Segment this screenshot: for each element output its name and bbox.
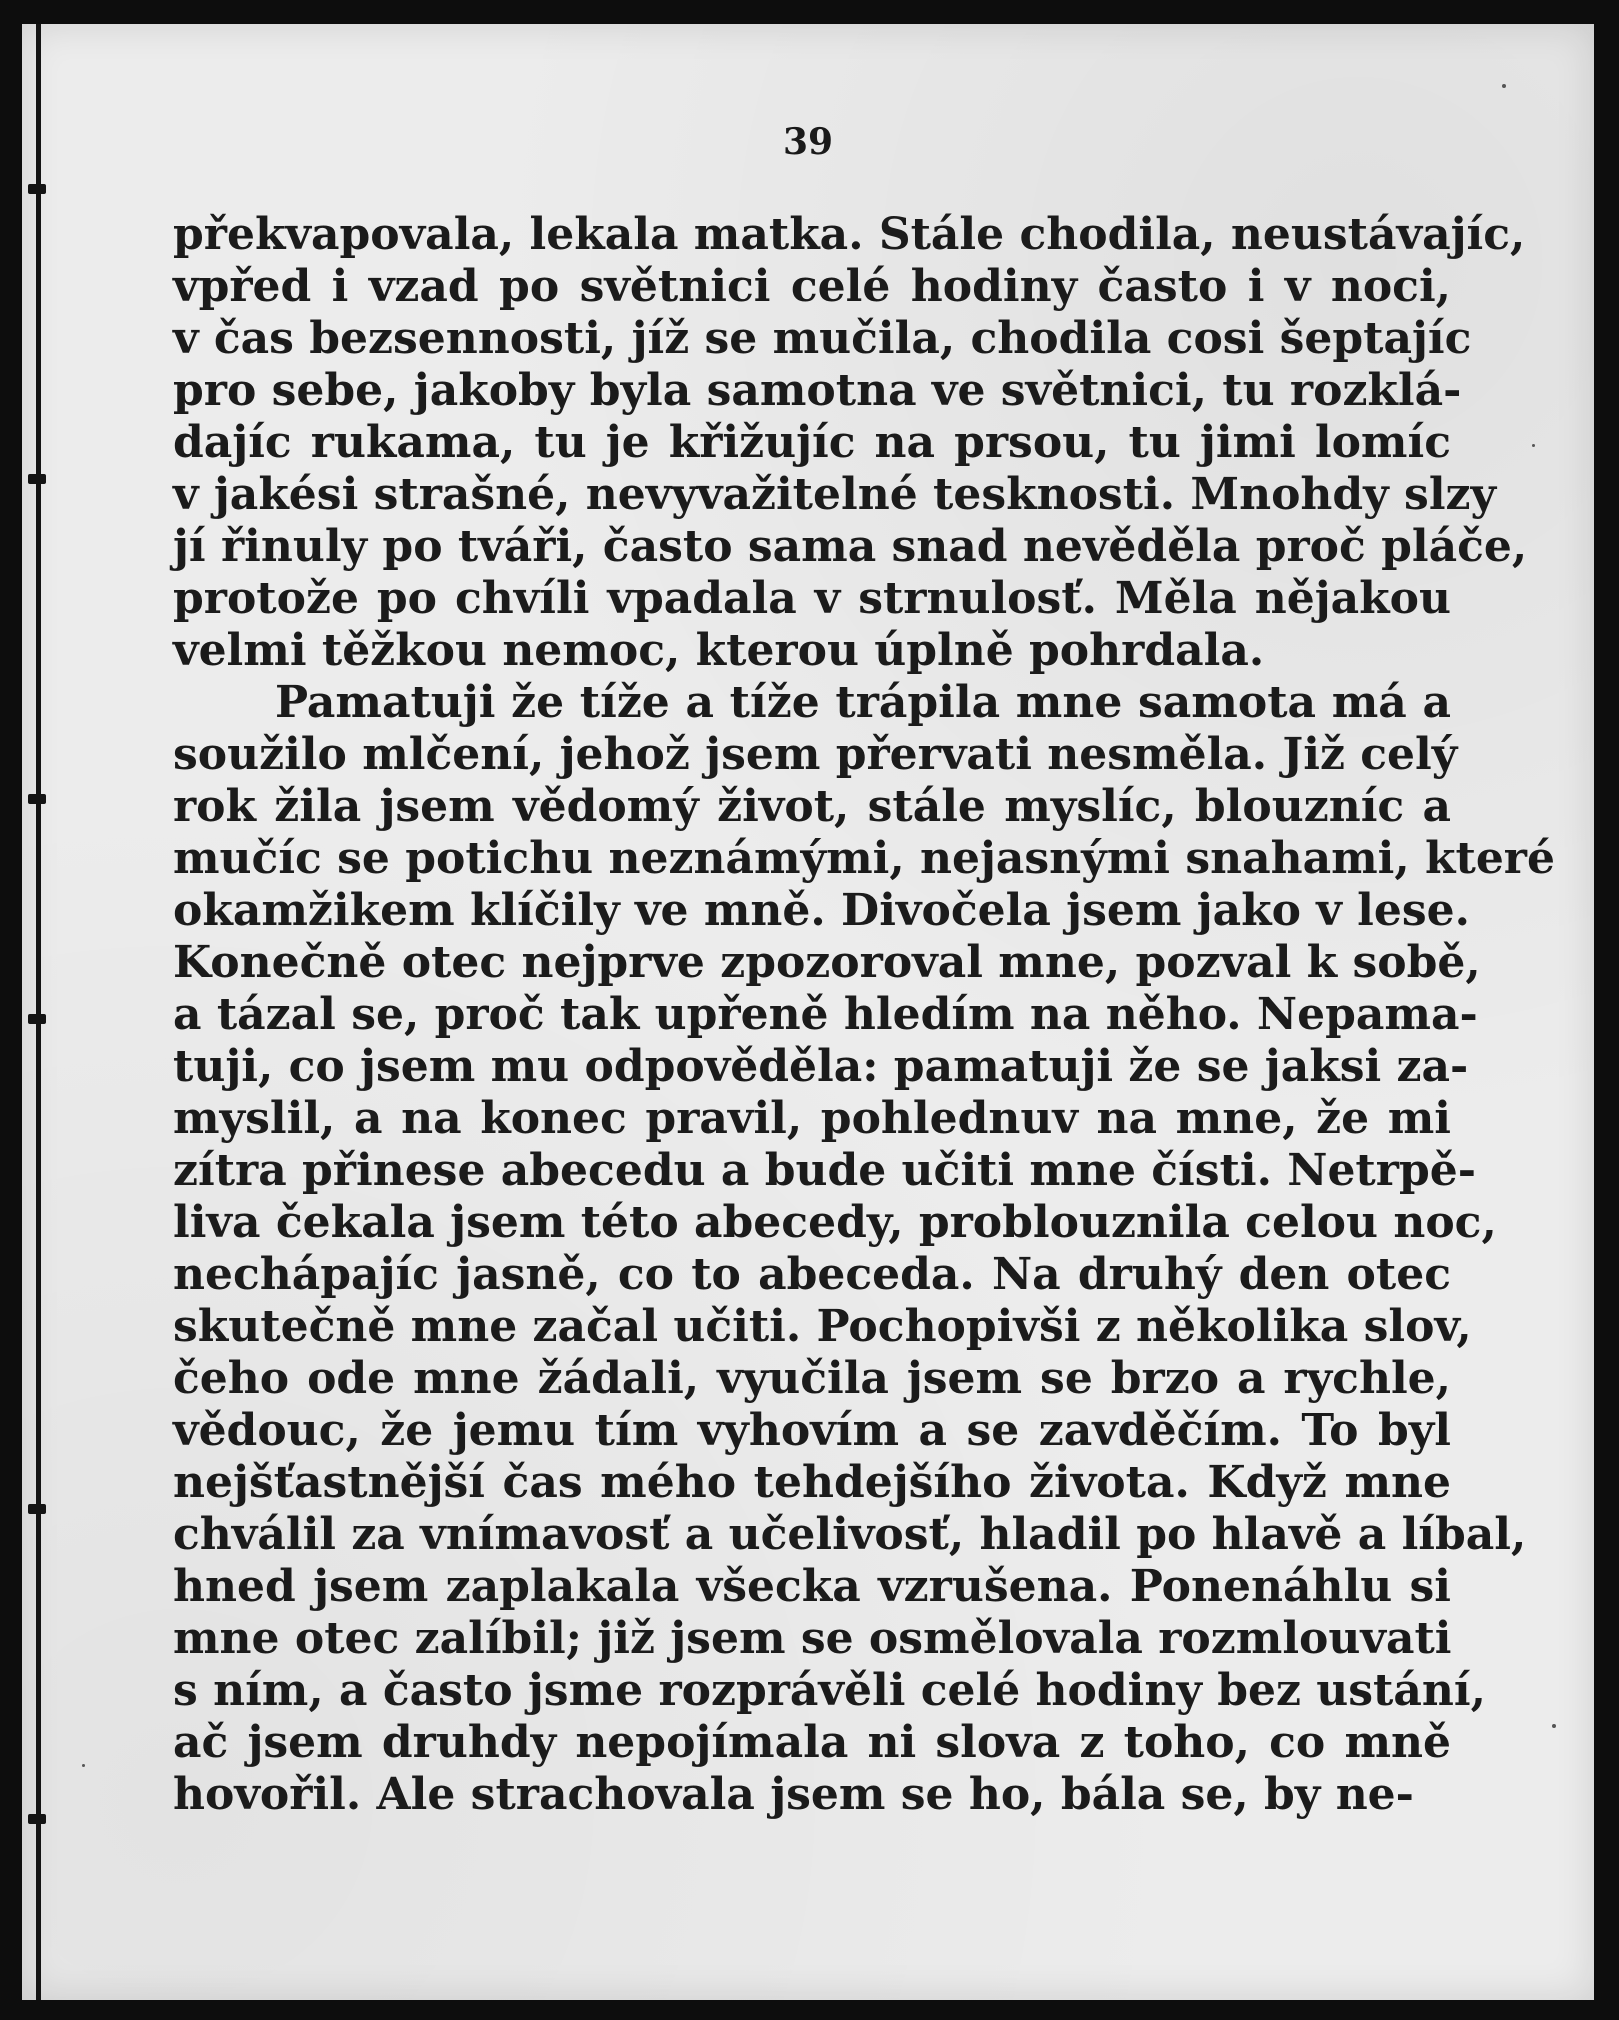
text-line: a tázal se, proč tak upřeně hledím na něho. Nepama- [173, 989, 1478, 1040]
text-line: vědouc, že jemu tím vyhovím a se zavděčím. To byl [173, 1405, 1451, 1456]
text-line: okamžikem klíčily ve mně. Divočela jsem jako v lese. [173, 885, 1470, 936]
paragraph [173, 209, 1528, 677]
text-line: nechápajíc jasně, co to abeceda. Na druhý den otec [173, 1249, 1451, 1300]
text-line: skutečně mne začal učiti. Pochopivši z několika slov, [173, 1301, 1472, 1352]
text-line: nejšťastnější čas mého tehdejšího života. Když mne [173, 1457, 1451, 1508]
binding-stitch [28, 474, 46, 484]
binding-stitch [28, 1504, 46, 1514]
text-line: ač jsem druhdy nepojímala ni slova z toho, co mně [173, 1717, 1451, 1768]
text-line: hovořil. Ale strachovala jsem se ho, bála se, by ne- [173, 1769, 1414, 1820]
text-line: Konečně otec nejprve zpozoroval mne, pozval k sobě, [173, 937, 1481, 988]
text-line: soužilo mlčení, jehož jsem přervati nesměla. Již celý [173, 729, 1458, 780]
text-line: rok žila jsem vědomý život, stále myslíc, blouzníc a [173, 781, 1451, 832]
body-text [173, 209, 1555, 1821]
binding-edge [36, 24, 41, 2000]
text-line: tuji, co jsem mu odpověděla: pamatuji že se jaksi za- [173, 1041, 1469, 1092]
text-line: čeho ode mne žádali, vyučila jsem se brzo a rychle, [173, 1353, 1451, 1404]
text-line: Pamatuji že tíže a tíže trápila mne samota má a [275, 677, 1451, 728]
binding-stitch [28, 794, 46, 804]
paper-speck [1552, 1724, 1556, 1728]
text-line: hned jsem zaplakala všecka vzrušena. Ponenáhlu si [173, 1561, 1451, 1612]
text-line: mučíc se potichu neznámými, nejasnými snahami, které [173, 833, 1555, 884]
text-line: v jakési strašné, nevyvažitelné tesknosti. Mnohdy slzy [173, 469, 1497, 520]
paragraphs-container [173, 209, 1555, 1821]
text-line: s ním, a často jsme rozprávěli celé hodiny bez ustání, [173, 1665, 1486, 1716]
paper-speck [1502, 84, 1506, 88]
text-line: dajíc rukama, tu je křižujíc na prsou, tu jimi lomíc [173, 417, 1451, 468]
binding-stitch [28, 1014, 46, 1024]
text-line: liva čekala jsem této abecedy, problouznila celou noc, [173, 1197, 1497, 1248]
text-line: vpřed i vzad po světnici celé hodiny často i v noci, [173, 261, 1451, 312]
text-line: velmi těžkou nemoc, kterou úplně pohrdala. [173, 625, 1265, 676]
page-number: 39 [782, 121, 834, 163]
text-line: jí řinuly po tváři, často sama snad nevěděla proč pláče, [173, 521, 1528, 572]
paragraph [173, 677, 1555, 1821]
text-line: protože po chvíli vpadala v strnulosť. Měla nějakou [173, 573, 1451, 624]
book-page [22, 24, 1594, 2000]
text-line: chválil za vnímavosť a učelivosť, hladil po hlavě a líbal, [173, 1509, 1527, 1560]
paper-speck [1532, 444, 1535, 447]
text-line: zítra přinese abecedu a bude učiti mne čísti. Netrpě- [173, 1145, 1476, 1196]
text-line: v čas bezsennosti, jíž se mučila, chodila cosi šeptajíc [173, 313, 1472, 364]
paper-speck [82, 1764, 85, 1767]
text-line: myslil, a na konec pravil, pohlednuv na mne, že mi [173, 1093, 1451, 1144]
binding-stitch [28, 1814, 46, 1824]
binding-stitch [28, 184, 46, 194]
text-line: pro sebe, jakoby byla samotna ve světnici, tu rozklá- [173, 365, 1462, 416]
text-line: mne otec zalíbil; již jsem se osmělovala rozmlouvati [173, 1613, 1452, 1664]
text-line: překvapovala, lekala matka. Stále chodila, neustávajíc, [173, 209, 1526, 260]
